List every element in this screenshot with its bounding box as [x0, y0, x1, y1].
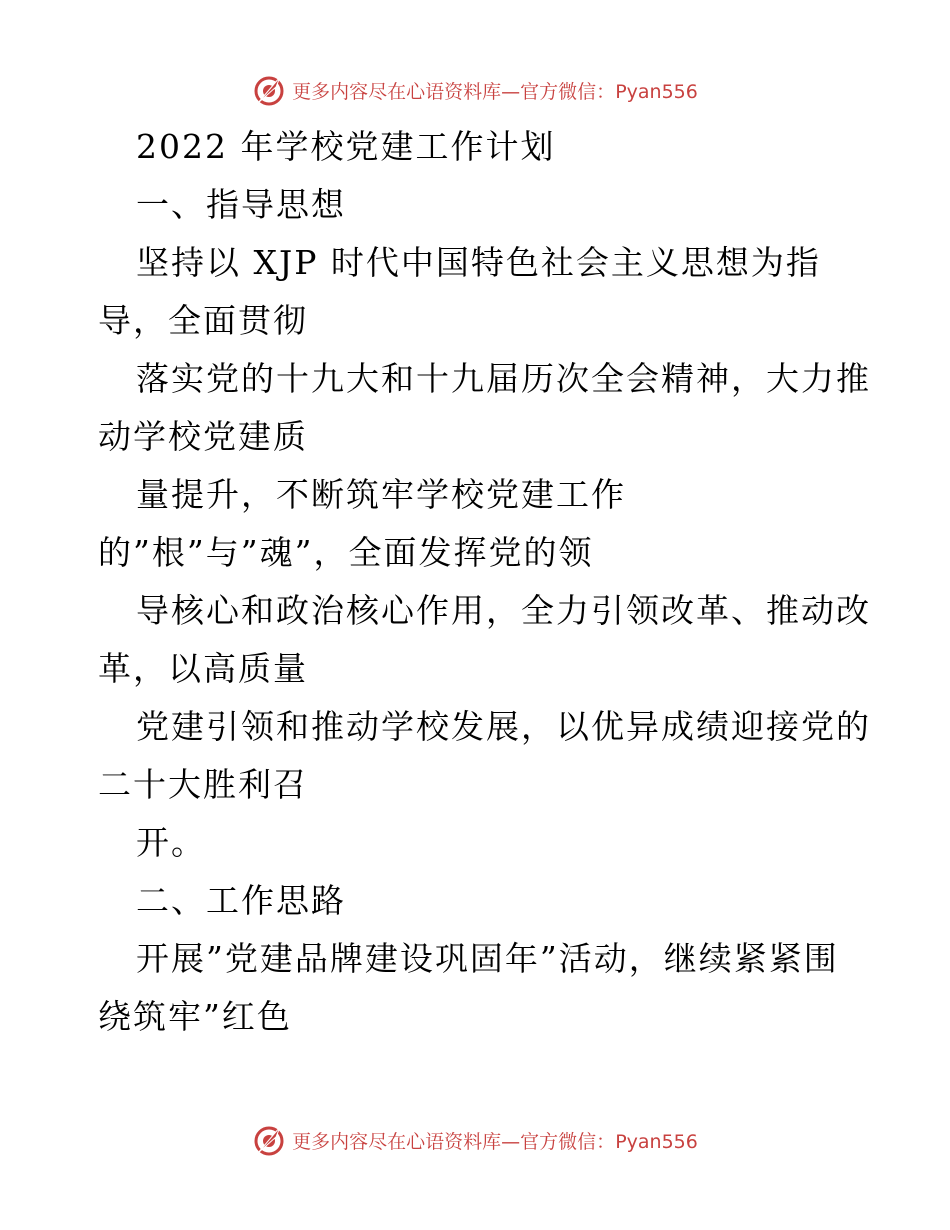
watermark-wechat-id: Pyan556: [615, 80, 698, 103]
document-line: 开。: [136, 823, 206, 862]
document-body: [98, 118, 871, 1046]
document-line: 动学校党建质: [98, 417, 308, 456]
document-line: 量提升，不断筑牢学校党建工作: [136, 475, 626, 514]
document-line: 坚持以 XJP 时代中国特色社会主义思想为指: [136, 243, 821, 282]
document-line: 绕筑牢”红色: [98, 997, 292, 1036]
watermark-label: 官方微信：: [520, 1130, 616, 1153]
document-line: 开展”党建品牌建设巩固年”活动，继续紧紧围: [136, 939, 839, 978]
document-line: 导，全面贯彻: [98, 301, 308, 340]
document-line: 二、工作思路: [136, 881, 346, 920]
document-line: 一、指导思想: [136, 185, 346, 224]
document-line: 2022 年学校党建工作计划: [136, 127, 556, 166]
quill-logo-icon: [252, 73, 286, 107]
watermark-separator: —: [501, 80, 521, 103]
document-line: 的”根”与”魂”，全面发挥党的领: [98, 533, 594, 572]
watermark-main-text: 更多内容尽在心语资料库: [292, 80, 502, 103]
document-line: 落实党的十九大和十九届历次全会精神，大力推: [136, 359, 871, 398]
document-line: 二十大胜利召: [98, 765, 308, 804]
watermark-main-text: 更多内容尽在心语资料库: [292, 1130, 502, 1153]
watermark-text: [292, 1127, 698, 1154]
watermark-footer: [0, 1120, 950, 1160]
quill-logo-icon: [252, 1123, 286, 1157]
watermark-label: 官方微信：: [520, 80, 616, 103]
document-line: 党建引领和推动学校发展，以优异成绩迎接党的: [136, 707, 871, 746]
watermark-header: [0, 70, 950, 110]
watermark-separator: —: [501, 1130, 521, 1153]
document-line: 导核心和政治核心作用，全力引领改革、推动改: [136, 591, 871, 630]
watermark-wechat-id: Pyan556: [615, 1130, 698, 1153]
document-line: 革，以高质量: [98, 649, 308, 688]
watermark-text: [292, 77, 698, 104]
